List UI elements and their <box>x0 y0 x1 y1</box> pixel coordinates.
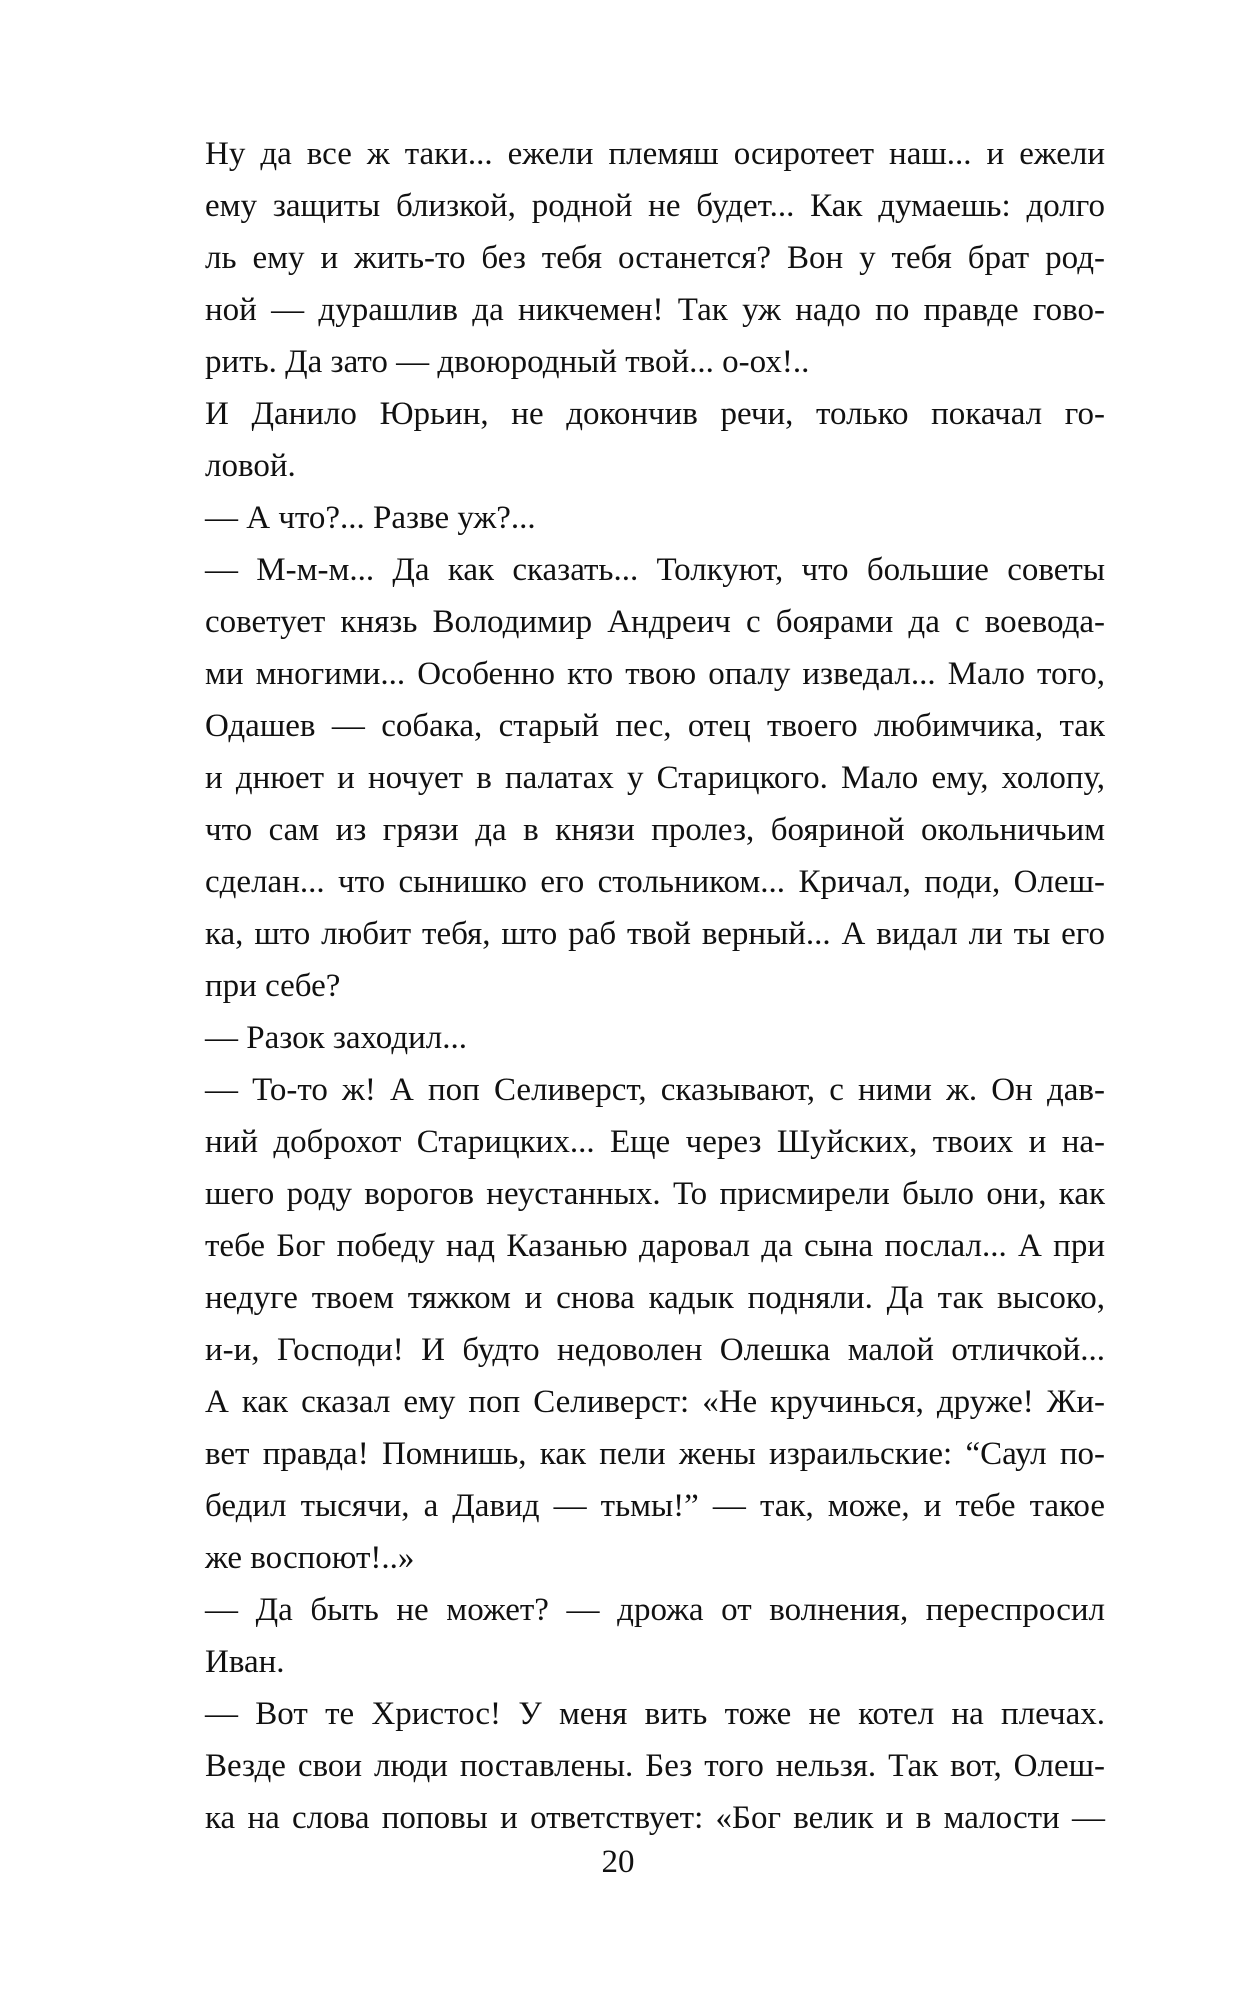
text-line: — Разок заходил... <box>205 1020 468 1056</box>
text-line: — Вот те Христос! У меня вить тоже не котел на плечах. <box>205 1696 1105 1732</box>
text-line: и-и, Господи! И будто недоволен Олешка малой отличкой... <box>205 1332 1105 1368</box>
paragraph <box>165 1688 1105 1844</box>
paragraph <box>165 1064 1105 1584</box>
text-line: Везде свои люди поставлены. Без того нельзя. Так вот, Олеш- <box>205 1748 1105 1784</box>
text-line: недуге твоем тяжком и снова кадык подняли. Да так высоко, <box>205 1280 1105 1316</box>
text-line: ной — дурашлив да никчемен! Так уж надо по правде гово- <box>205 292 1105 328</box>
paragraph <box>165 544 1105 1012</box>
text-line: рить. Да зато — двоюродный твой... о-ох!.. <box>205 344 810 380</box>
text-line: Иван. <box>205 1644 285 1680</box>
paragraph <box>165 1584 1105 1688</box>
text-line: А как сказал ему поп Селиверст: «Не кручинься, друже! Жи- <box>205 1384 1105 1420</box>
text-line: сделан... что сынишко его стольником... Кричал, поди, Олеш- <box>205 864 1105 900</box>
body-text <box>165 128 1105 1844</box>
text-line: — То-то ж! А поп Селиверст, сказывают, с ними ж. Он дав- <box>205 1072 1105 1108</box>
paragraph <box>165 1012 1105 1064</box>
paragraph <box>165 388 1105 492</box>
text-line: — Да быть не может? — дрожа от волнения, переспросил <box>205 1592 1105 1628</box>
text-line: ему защиты близкой, родной не будет... Как думаешь: долго <box>205 188 1105 224</box>
text-line: вет правда! Помнишь, как пели жены израильские: “Саул по- <box>205 1436 1105 1472</box>
text-line: ний доброхот Старицких... Еще через Шуйских, твоих и на- <box>205 1124 1105 1160</box>
paragraph <box>165 128 1105 388</box>
text-line: и днюет и ночует в палатах у Старицкого. Мало ему, холопу, <box>205 760 1105 796</box>
page-number: 20 <box>601 1844 635 1880</box>
text-line: — М-м-м... Да как сказать... Толкуют, что большие советы <box>205 552 1105 588</box>
text-line: же воспоют!..» <box>205 1540 415 1576</box>
text-line: шего роду ворогов неустанных. То присмирели было они, как <box>205 1176 1105 1212</box>
text-line: ловой. <box>205 448 296 484</box>
text-line: что сам из грязи да в князи пролез, бояриной окольничьим <box>205 812 1105 848</box>
text-line: ка на слова поповы и ответствует: «Бог велик и в малости — <box>205 1800 1105 1836</box>
text-line: Одашев — собака, старый пес, отец твоего любимчика, так <box>205 708 1105 744</box>
text-line: Ну да все ж таки... ежели племяш осиротеет наш... и ежели <box>205 136 1105 172</box>
text-line: ль ему и жить-то без тебя останется? Вон у тебя брат род- <box>205 240 1105 276</box>
text-line: советует князь Володимир Андреич с боярами да с воевода- <box>205 604 1105 640</box>
text-line: ка, што любит тебя, што раб твой верный... А видал ли ты его <box>205 916 1105 952</box>
text-line: — А что?... Разве уж?... <box>205 500 536 536</box>
text-line: ми многими... Особенно кто твою опалу изведал... Мало того, <box>205 656 1105 692</box>
paragraph <box>165 492 1105 544</box>
text-line: при себе? <box>205 968 341 1004</box>
text-line: тебе Бог победу над Казанью даровал да сына послал... А при <box>205 1228 1105 1264</box>
text-line: бедил тысячи, а Давид — тьмы!” — так, може, и тебе такое <box>205 1488 1105 1524</box>
text-line: И Данило Юрьин, не докончив речи, только покачал го- <box>205 396 1105 432</box>
